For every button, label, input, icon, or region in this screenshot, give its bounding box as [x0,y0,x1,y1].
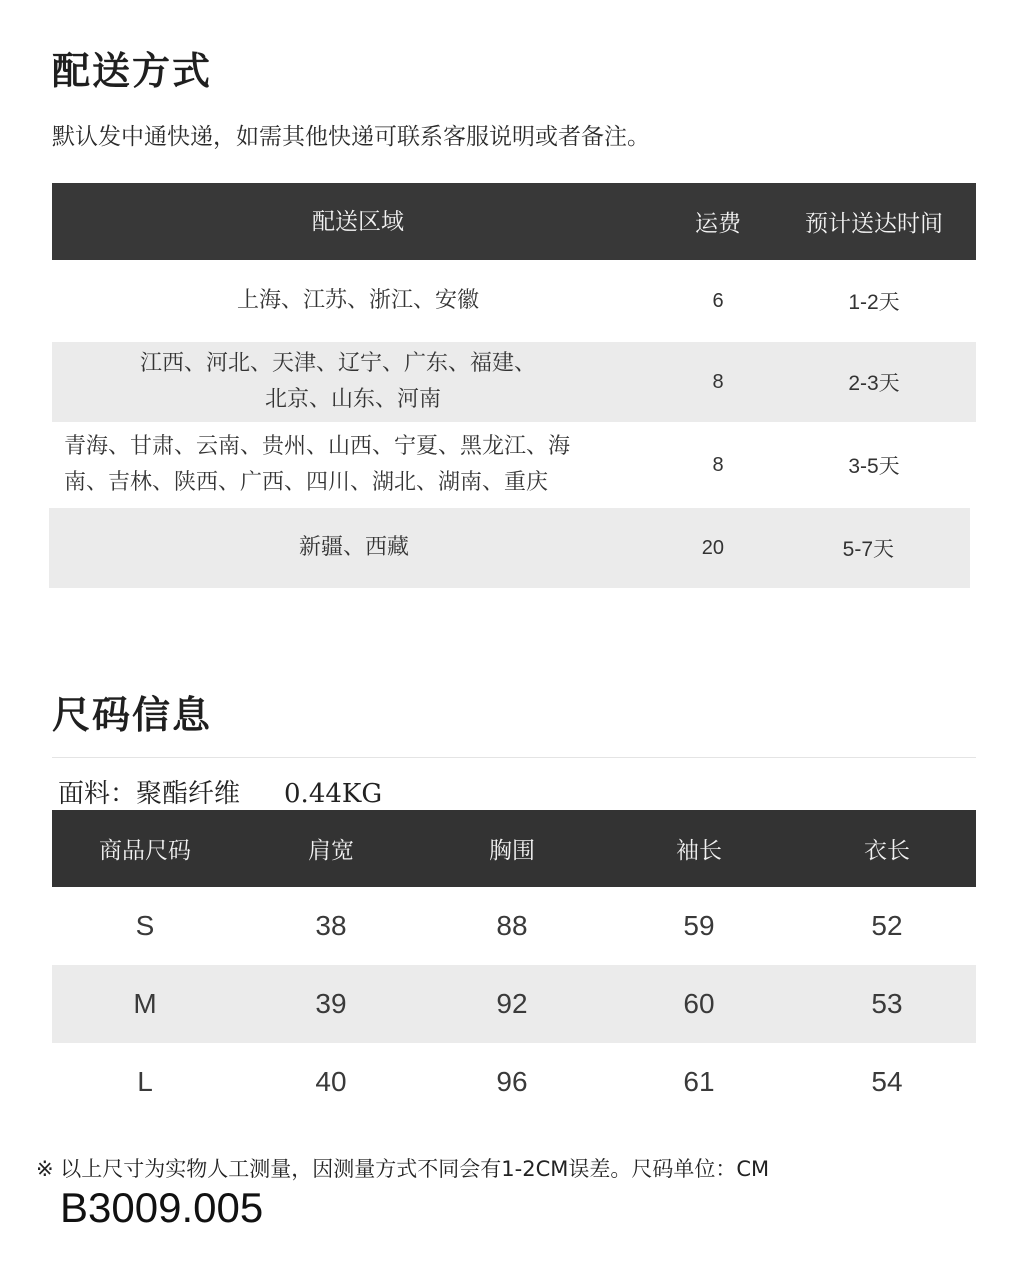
header-size: 商品尺码 [99,838,191,864]
table-row [52,1043,976,1121]
sleeve-cell: 60 [683,988,715,1019]
region-cell [52,429,664,501]
shipping-table [52,183,976,588]
size-table [52,810,976,1121]
region-line: 江西、河北、天津、辽宁、广东、福建、 [139,351,536,376]
header-length: 衣长 [864,838,910,864]
sleeve-cell: 61 [683,1066,715,1097]
shoulder-cell: 38 [315,910,347,941]
sleeve-cell: 59 [683,910,715,941]
header-fee: 运费 [695,211,741,237]
time-cell: 1-2天 [848,291,900,314]
region-line: 南、吉林、陕西、广西、四川、湖北、湖南、重庆 [64,470,549,495]
time-cell: 3-5天 [848,455,900,478]
length-cell: 53 [871,988,903,1019]
region-cell [52,283,664,319]
size-table-header [52,810,976,887]
time-cell: 5-7天 [842,538,895,561]
shipping-description: 默认发中通快递，如需其他快递可联系客服说明或者备注。 [52,124,650,150]
length-cell: 52 [871,910,903,941]
size-cell: M [133,988,157,1019]
region-line: 青海、甘肃、云南、贵州、山西、宁夏、黑龙江、海 [64,434,571,459]
region-cell [49,530,659,566]
table-row [52,342,976,422]
size-section-title: 尺码信息 [52,693,213,737]
measurement-note: ※ 以上尺寸为实物人工测量，因测量方式不同会有1-2CM误差。尺码单位：CM [36,1157,770,1181]
chest-cell: 88 [496,910,528,941]
size-cell: L [137,1066,153,1097]
fee-cell: 6 [712,289,724,312]
time-cell: 2-3天 [848,372,900,395]
header-sleeve: 袖长 [676,838,722,864]
header-region: 配送区域 [312,208,404,235]
product-code: B3009.005 [60,1184,264,1231]
header-time: 预计送达时间 [805,211,943,237]
region-cell [52,346,664,418]
table-row [52,422,976,508]
shoulder-cell: 40 [315,1066,347,1097]
fee-cell: 8 [712,370,724,393]
shipping-table-header [52,183,976,260]
table-row [49,508,970,588]
region-line: 北京、山东、河南 [264,387,441,412]
region-line: 新疆、西藏 [299,535,410,560]
table-row [52,260,976,342]
size-cell: S [135,910,155,941]
shoulder-cell: 39 [315,988,347,1019]
table-row [52,887,976,965]
table-row [52,965,976,1043]
header-chest: 胸围 [489,838,535,864]
fee-cell: 8 [712,453,724,476]
weight-value: 0.44KG [284,779,383,809]
fabric-info [58,773,382,810]
chest-cell: 92 [496,988,528,1019]
chest-cell: 96 [496,1066,528,1097]
fee-cell: 20 [701,536,724,559]
shipping-section-title: 配送方式 [52,49,213,93]
length-cell: 54 [871,1066,903,1097]
region-line: 上海、江苏、浙江、安徽 [236,288,479,313]
section-divider [52,757,976,758]
fabric-label: 面料：聚酯纤维 [58,779,241,809]
header-shoulder: 肩宽 [308,838,354,864]
